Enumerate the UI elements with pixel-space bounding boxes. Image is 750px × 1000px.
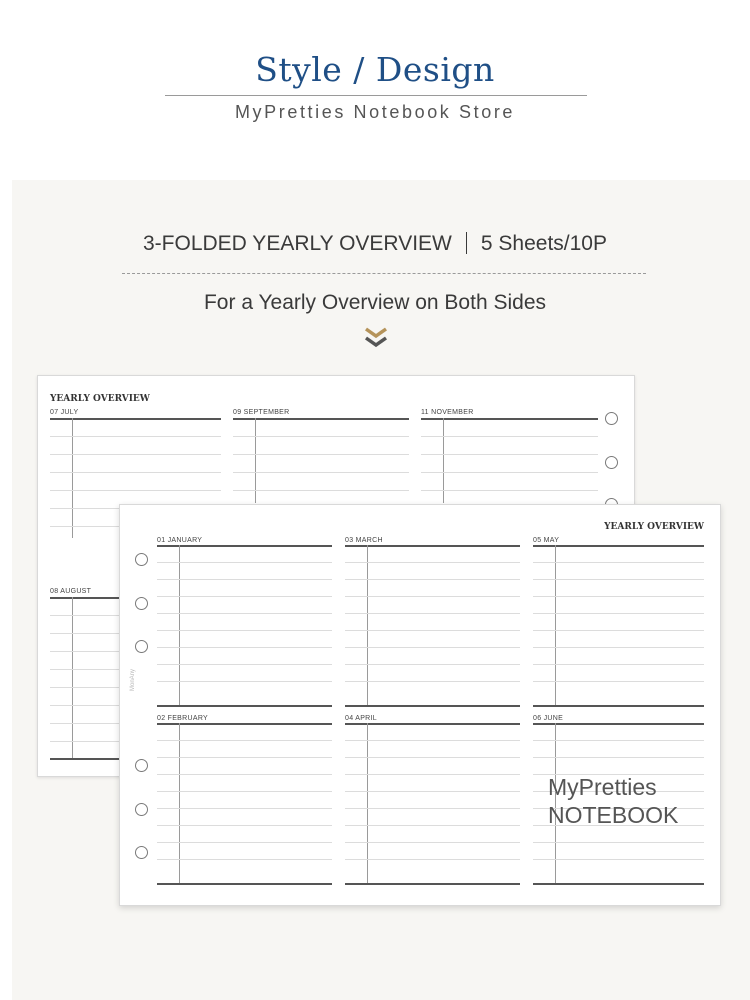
- month-label: 07 JULY: [50, 409, 79, 416]
- binder-hole: [135, 597, 148, 610]
- dashed-divider: [122, 273, 646, 274]
- page-title: Style / Design: [255, 50, 495, 89]
- month-grid-march: [345, 545, 520, 707]
- month-grid-september: [233, 418, 409, 503]
- month-label: 06 JUNE: [533, 715, 564, 722]
- front-sheet-title: YEARLY OVERVIEW: [604, 522, 704, 532]
- month-label: 04 APRIL: [345, 715, 377, 722]
- month-label: 09 SEPTEMBER: [233, 409, 290, 416]
- brand-watermark: [548, 773, 678, 829]
- month-grid-april: [345, 723, 520, 885]
- binder-hole: [605, 456, 618, 469]
- month-grid-january: [157, 545, 332, 707]
- month-grid-august: [50, 597, 122, 760]
- month-label: 03 MARCH: [345, 537, 383, 544]
- binder-hole: [135, 640, 148, 653]
- back-sheet-title: YEARLY OVERVIEW: [50, 394, 150, 404]
- product-name: 3-FOLDED YEARLY OVERVIEW: [143, 232, 452, 255]
- front-planner-sheet: [119, 504, 721, 906]
- watermark-line-1: MyPretties: [548, 774, 657, 800]
- store-name: MyPretties Notebook Store: [234, 102, 516, 122]
- binder-hole: [135, 759, 148, 772]
- product-heading: [0, 232, 750, 256]
- binder-hole: [135, 803, 148, 816]
- month-label: 05 MAY: [533, 537, 560, 544]
- product-subheading: For a Yearly Overview on Both Sides: [203, 291, 546, 314]
- month-label: 11 NOVEMBER: [421, 409, 474, 416]
- month-label: 01 JANUARY: [157, 537, 203, 544]
- side-brand-text: MonAny: [130, 668, 136, 691]
- sheet-count: 5 Sheets/10P: [480, 232, 607, 255]
- heading-separator: [466, 232, 467, 254]
- binder-hole: [605, 412, 618, 425]
- binder-hole: [135, 846, 148, 859]
- double-chevron-down-icon: [363, 326, 389, 350]
- header-divider: [165, 95, 587, 96]
- binder-hole: [135, 553, 148, 566]
- month-label: 02 FEBRUARY: [157, 715, 209, 722]
- month-grid-february: [157, 723, 332, 885]
- watermark-line-2: NOTEBOOK: [548, 802, 679, 828]
- month-grid-november: [421, 418, 598, 503]
- month-label: 08 AUGUST: [50, 588, 92, 595]
- month-grid-may: [533, 545, 704, 707]
